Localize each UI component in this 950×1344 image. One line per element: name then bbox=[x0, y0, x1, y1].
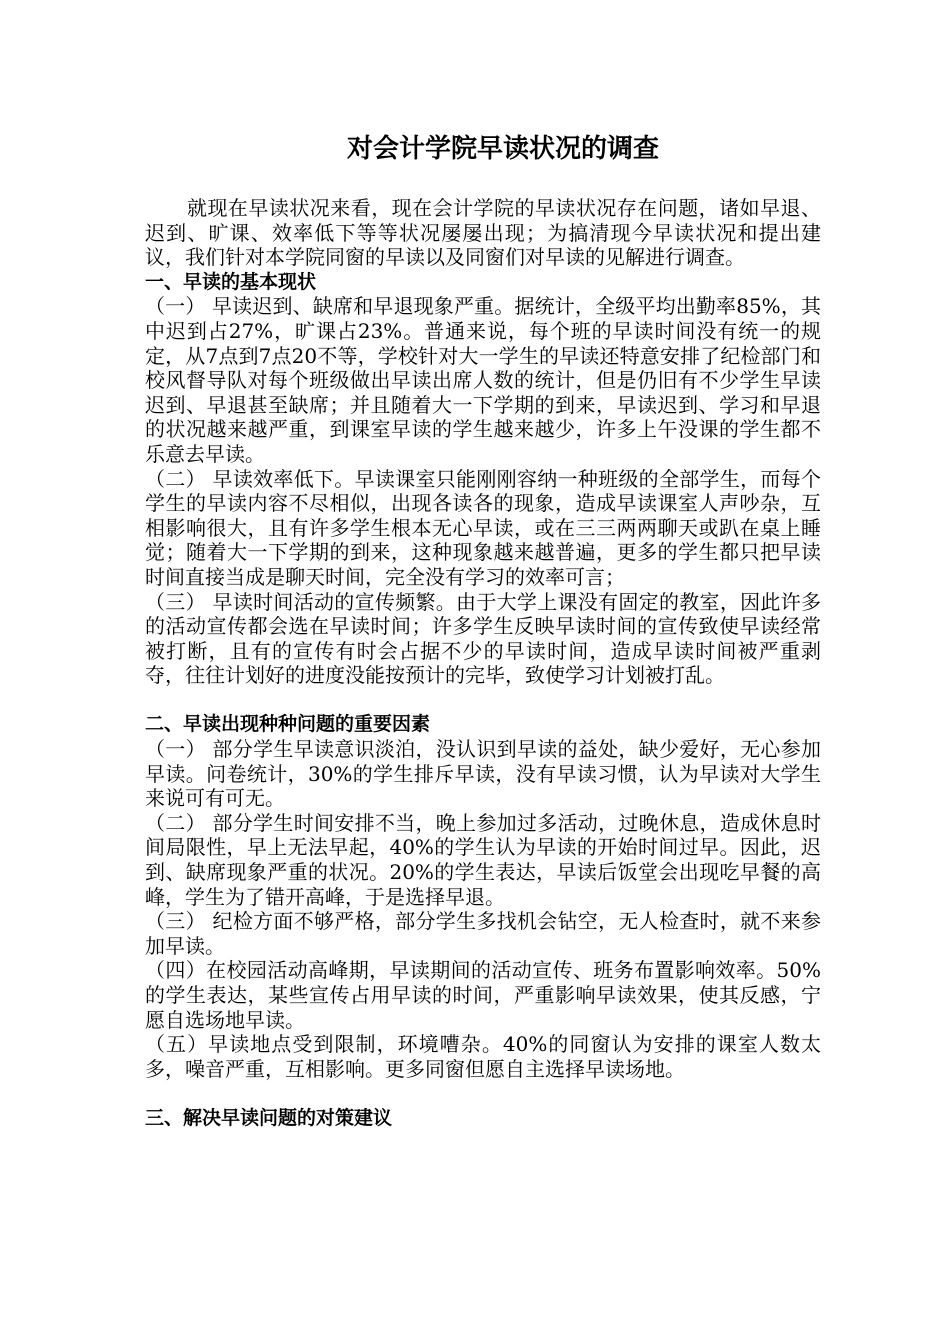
blank-line bbox=[145, 1081, 821, 1106]
paragraph: （四）在校园活动高峰期，早读期间的活动宣传、班务布置影响效率。50%的学生表达，某些宣传占用早读的时间，严重影响早读效果，使其反感，宁愿自选场地早读。 bbox=[145, 958, 821, 1032]
paragraph: （一） 部分学生早读意识淡泊，没认识到早读的益处，缺少爱好，无心参加早读。问卷统计，30%的学生排斥早读，没有早读习惯，认为早读对大学生来说可有可无。 bbox=[145, 737, 821, 811]
section-heading: 二、早读出现种种问题的重要因素 bbox=[145, 713, 431, 736]
document-body bbox=[145, 130, 821, 1131]
paragraph: （五）早读地点受到限制，环境嘈杂。40%的同窗认为安排的课室人数太多，噪音严重，互相影响。更多同窗但愿自主选择早读场地。 bbox=[145, 1032, 821, 1081]
intro-paragraph: 就现在早读状况来看，现在会计学院的早读状况存在问题，诸如早退、迟到、旷课、效率低下等等状况屡屡出现；为搞清现今早读状况和提出建议，我们针对本学院同窗的早读以及同窗们对早读的见解进行调查。 bbox=[145, 196, 821, 270]
paragraph: （一） 早读迟到、缺席和早退现象严重。据统计，全级平均出勤率85%，其中迟到占27%，旷课占23%。普通来说，每个班的早读时间没有统一的规定，从7点到7点20不等，学校针对大一学生的早读还特意安排了纪检部门和校风督导队对每个班级做出早读出席人数的统计，但是仍旧有不少学生早读迟到、早退甚至缺席；并且随着大一下学期的到来，早读迟到、学习和早退的状况越来越严重，到课室早读的学生越来越少，许多上午没课的学生都不乐意去早读。 bbox=[145, 294, 821, 466]
page-title: 对会计学院早读状况的调查 bbox=[346, 134, 659, 164]
section-heading: 三、解决早读问题的对策建议 bbox=[145, 1106, 393, 1129]
paragraph: （二） 部分学生时间安排不当，晚上参加过多活动，过晚休息，造成休息时间局限性，早上无法早起，40%的学生认为早读的开始时间过早。因此，迟到、缺席现象严重的状况。20%的学生表达，早读后饭堂会出现吃早餐的高峰，学生为了错开高峰，于是选择早退。 bbox=[145, 810, 821, 909]
paragraph: （二） 早读效率低下。早读课室只能刚刚容纳一种班级的全部学生，而每个学生的早读内容不尽相似，出现各读各的现象，造成早读课室人声吵杂，互相影响很大，且有许多学生根本无心早读，或在三三两两聊天或趴在桌上睡觉；随着大一下学期的到来，这种现象越来越普遍，更多的学生都只把早读时间直接当成是聊天时间，完全没有学习的效率可言； bbox=[145, 466, 821, 589]
section-suggestions bbox=[145, 1106, 821, 1131]
section-basic-status bbox=[145, 270, 821, 688]
paragraph: （三） 纪检方面不够严格，部分学生多找机会钻空，无人检查时，就不来参加早读。 bbox=[145, 909, 821, 958]
section-causes bbox=[145, 712, 821, 1081]
section-heading: 一、早读的基本现状 bbox=[145, 270, 317, 293]
blank-line bbox=[145, 688, 821, 713]
paragraph: （三） 早读时间活动的宣传频繁。由于大学上课没有固定的教室，因此许多的活动宣传都会选在早读时间；许多学生反映早读时间的宣传致使早读经常被打断，且有的宣传有时会占据不少的早读时间，造成早读时间被严重剥夺，往往计划好的进度没能按预计的完毕，致使学习计划被打乱。 bbox=[145, 589, 821, 688]
